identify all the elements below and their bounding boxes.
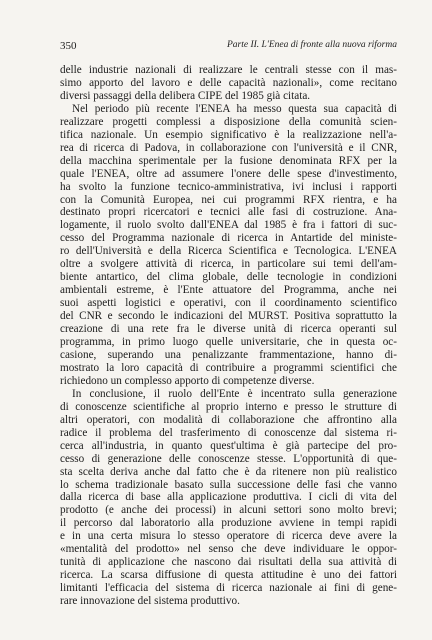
text-line: della macchina sperimentale per la fusione denominata RFX per la — [60, 154, 397, 167]
page-number: 350 — [60, 40, 77, 52]
text-line: programma, in primo luogo quelle universitarie, che in questa oc- — [60, 336, 397, 349]
text-line: suoi aspetti logistici e operativi, con il coordinamento scientifico — [60, 297, 397, 310]
text-line: tunità di applicazione che nascono dai risultati della sua attività di — [60, 556, 397, 569]
text-line: con la Comunità Europea, nei cui programmi RFX rientra, e ha — [60, 193, 397, 206]
text-line: lo schema tradizionale basato sulla successione delle fasi che vanno — [60, 478, 397, 491]
text-line: ha svolto la funzione tecnico-amministrativa, ivi inclusi i rapporti — [60, 180, 397, 193]
text-line: richiedono un complesso apporto di competenze diverse. — [60, 374, 315, 387]
text-line: ro dell'Università e della Ricerca Scientifica e Tecnologica. L'ENEA — [60, 245, 397, 258]
text-line: cesso del Programma nazionale di ricerca in Antartide del ministe- — [60, 232, 397, 245]
text-line: di conoscenze scientifiche al proprio interno e presso le strutture di — [60, 400, 397, 413]
text-line: diversi passaggi della delibera CIPE del 1985 già citata. — [60, 89, 311, 102]
text-line: In conclusione, il ruolo dell'Ente è incentrato sulla generazione — [72, 387, 397, 400]
text-line: del CNR e secondo le indicazioni del MURST. Positiva soprattutto la — [60, 310, 397, 323]
text-line: prodotto (e anche dei processi) in alcuni settori sono molto brevi; — [60, 504, 397, 517]
text-line: altri operatori, con modalità di collaborazione che affrontino alla — [60, 413, 397, 426]
text-line: casione, superando una penalizzante frammentazione, hanno di- — [60, 348, 397, 361]
text-line: limitanti l'efficacia del sistema di ricerca nazionale ai fini di gene- — [60, 582, 397, 595]
text-line: rare innovazione del sistema produttivo. — [60, 595, 240, 608]
text-line: cesso di generazione delle conoscenze stesse. L'opportunità di que- — [60, 452, 397, 465]
text-line: rea di ricerca di Padova, in collaborazione con l'università e il CNR, — [60, 141, 397, 154]
text-line: mostrato la loro capacità di contribuire a programmi scientifici che — [60, 361, 397, 374]
text-line: quale l'ENEA, oltre ad assumere l'onere delle spese d'investimento, — [60, 167, 397, 180]
text-line: simo apporto del lavoro e delle capacità nazionali», come recitano — [60, 76, 397, 89]
text-line: il percorso dal laboratorio alla produzione avviene in tempi rapidi — [60, 517, 397, 530]
text-line: tifica nazionale. Un esempio significativo è la realizzazione nell'a- — [60, 128, 397, 141]
text-line: dalla ricerca di base alla applicazione produttiva. I cicli di vita del — [60, 491, 397, 504]
text-line: Nel periodo più recente l'ENEA ha messo questa sua capacità di — [72, 102, 397, 115]
text-line: ricerca. La scarsa diffusione di questa attitudine è uno dei fattori — [60, 569, 397, 582]
text-line: delle industrie nazionali di realizzare le centrali stesse con il mas- — [60, 64, 397, 76]
running-head — [60, 40, 397, 54]
text-line: destinato propri ricercatori e tecnici alle fasi di costruzione. Ana- — [60, 206, 397, 219]
text-line: biente antartico, del clima globale, delle tecnologie in condizioni — [60, 271, 397, 284]
text-line: «mentalità del prodotto» nel senso che deve individuare le oppor- — [60, 543, 397, 556]
body-text — [60, 64, 397, 608]
text-line: cerca all'industria, in quanto quest'ultima è già partecipe del pro- — [60, 439, 397, 452]
text-line: radice il problema del trasferimento di conoscenze dal sistema ri- — [60, 426, 397, 439]
text-line: e in una certa misura lo stesso operatore di ricerca deve avere la — [60, 530, 397, 543]
text-line: logamente, il ruolo svolto dall'ENEA dal 1985 è fra i fattori di suc- — [60, 219, 397, 232]
text-line: ambientali estreme, è l'Ente attuatore del Programma, anche nei — [60, 284, 397, 297]
text-line: realizzare progetti complessi a disposizione della comunità scien- — [60, 115, 397, 128]
text-line: sta scelta deriva anche dal fatto che è da ritenere non più realistico — [60, 465, 397, 478]
text-line: creazione di una rete fra le diverse unità di ricerca operanti sul — [60, 323, 397, 336]
text-line: oltre a svolgere attività di ricerca, in particolare sui temi dell'am- — [60, 258, 397, 271]
running-title: Parte II. L'Enea di fronte alla nuova riforma — [226, 40, 397, 50]
